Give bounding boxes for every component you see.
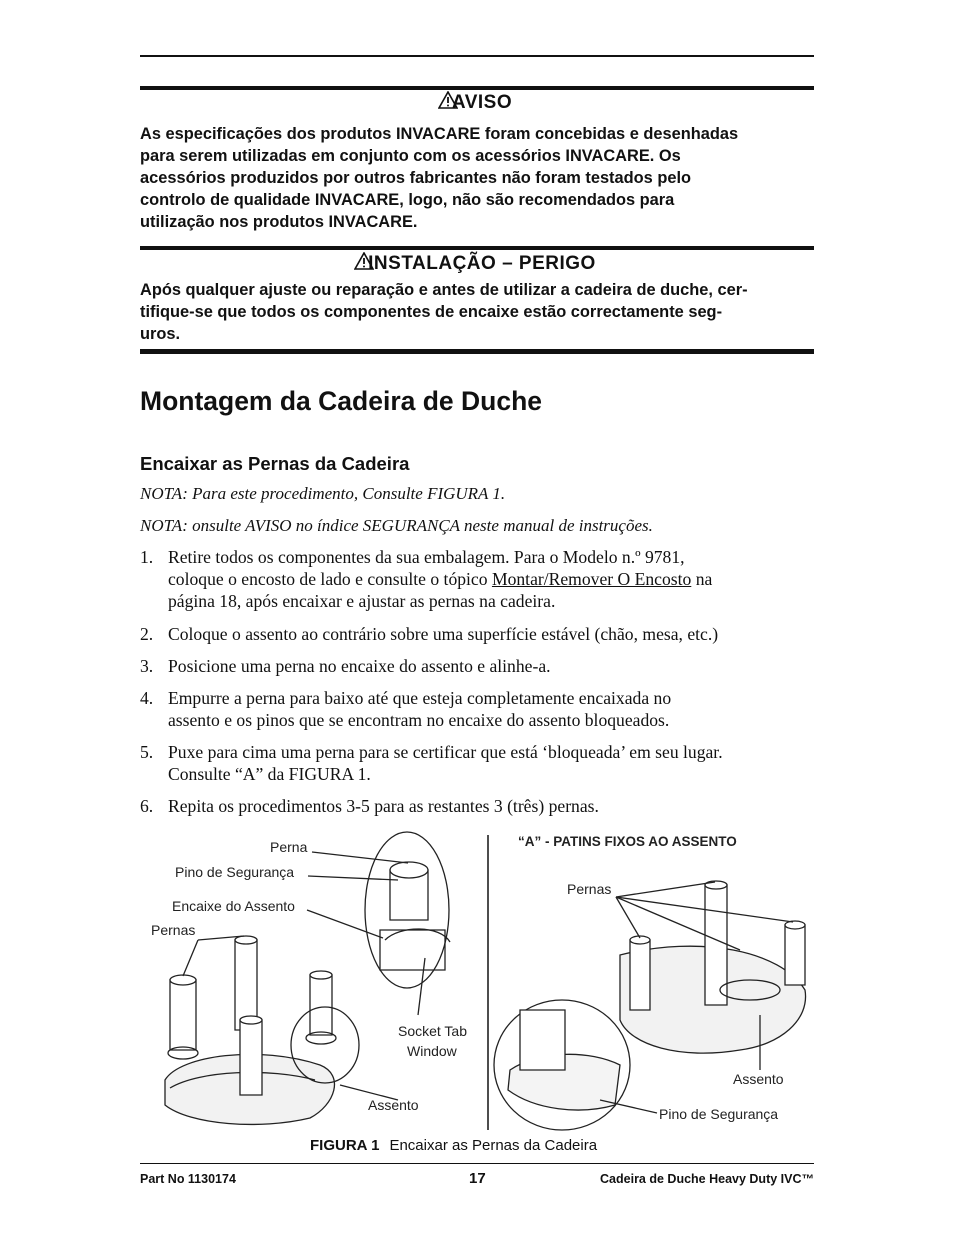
top-rule (140, 55, 814, 57)
note-2: NOTA: onsulte AVISO no índice SEGURANÇA neste manual de instruções. (140, 516, 653, 535)
label-window: Window (407, 1043, 457, 1059)
figure-caption: FIGURA 1 Encaixar as Pernas da Cadeira (310, 1137, 598, 1154)
subsection-title: Encaixar as Pernas da Cadeira (140, 453, 410, 474)
label-pino-right: Pino de Segurança (659, 1106, 779, 1122)
label-pernas-right: Pernas (567, 881, 612, 897)
label-socket-tab: Socket Tab (398, 1023, 468, 1039)
footer-product: Cadeira de Duche Heavy Duty IVC™ (600, 1172, 814, 1186)
label-assento-right: Assento (733, 1071, 784, 1087)
label-assento-left: Assento (368, 1097, 419, 1113)
danger-body: Após qualquer ajuste ou reparação e antes de utilizar a cadeira de duche, cer- tifique-se que todos os componentes de encaixe estão correctamente seg- uros. (140, 281, 748, 343)
footer-rule (140, 1163, 814, 1164)
warning-title: AVISO (140, 92, 814, 114)
warning-top-rule (140, 86, 814, 90)
footer-page-number: 17 (469, 1170, 486, 1187)
note-1: NOTA: Para este procedimento, Consulte FIGURA 1. (140, 484, 506, 503)
label-pino-left: Pino de Segurança (175, 864, 295, 880)
danger-top-rule (140, 246, 814, 250)
danger-title: INSTALAÇÃO – PERIGO (140, 253, 814, 275)
section-title: Montagem da Cadeira de Duche (140, 386, 543, 416)
label-perna: Perna (270, 839, 308, 855)
warning-body: As especificações dos produtos INVACARE foram concebidas e desenhadas para serem utilizadas em conjunto com os acessórios INVACARE. Os acessórios produzidos por outros fabricantes não foram testados pelo controlo de qualidade INVACARE, logo, não são recomendados para utilização nos produtos INVACARE. (140, 125, 739, 231)
figure-right-title: “A” - PATINS FIXOS AO ASSENTO (518, 834, 737, 849)
label-pernas-left: Pernas (151, 922, 196, 938)
label-encaixe: Encaixe do Assento (172, 898, 295, 914)
footer-part-no: Part No 1130174 (140, 1172, 236, 1186)
link-montar-encosto[interactable]: Montar/Remover O Encosto (491, 569, 692, 589)
danger-bottom-rule (140, 349, 814, 354)
